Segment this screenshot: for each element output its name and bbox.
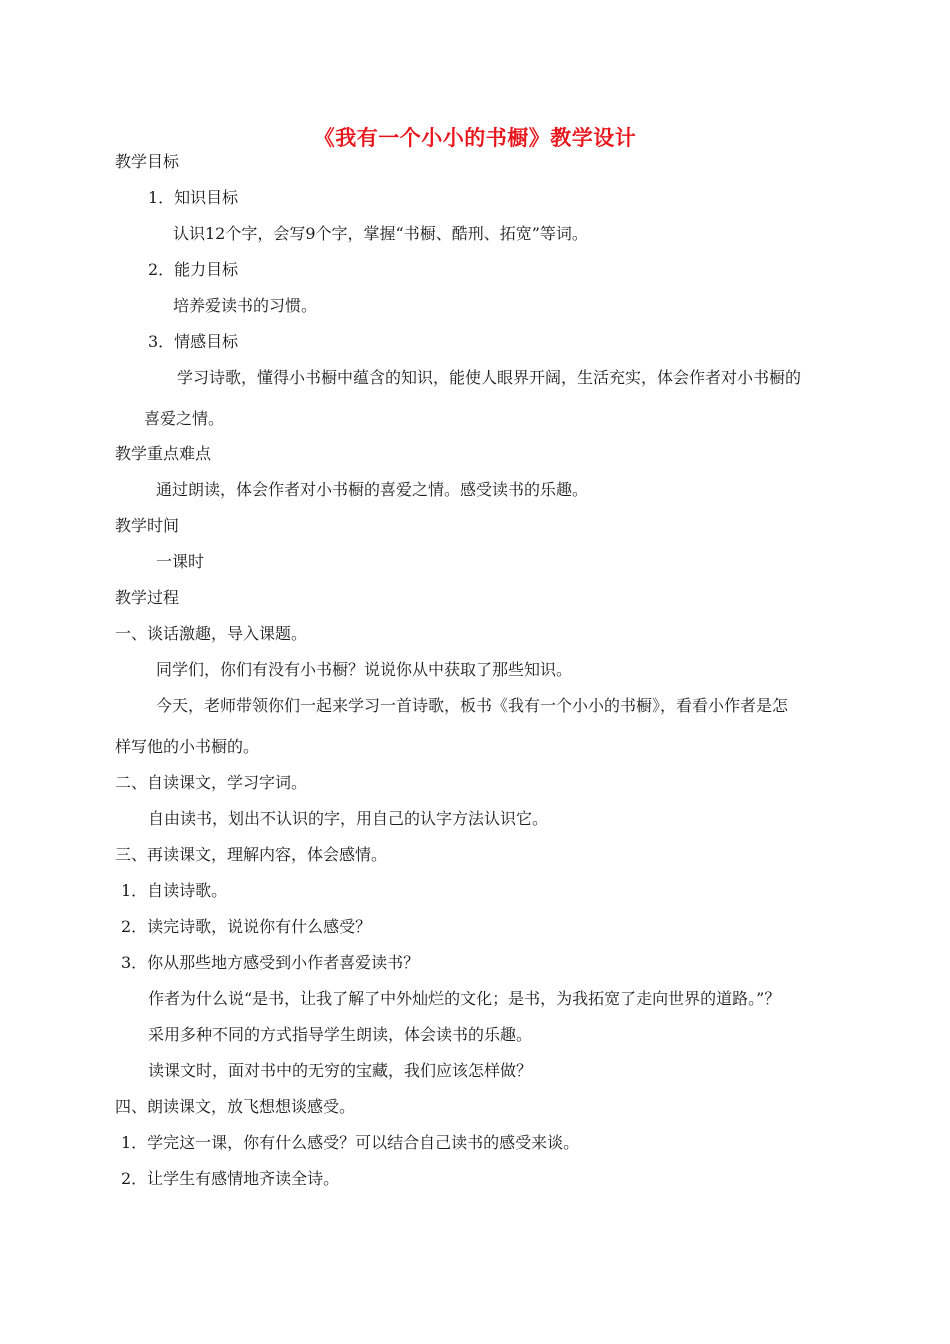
document-title: 《我有一个小小的书橱》教学设计 bbox=[313, 125, 637, 150]
step-one-paragraph-2-line2: 样写他的小书橱的。 bbox=[115, 737, 260, 756]
step-four-heading: 四、朗读课文，放飞想想谈感受。 bbox=[115, 1097, 356, 1116]
step-four-item-2: 2．让学生有感情地齐读全诗。 bbox=[121, 1169, 340, 1188]
paragraph-emotion-goal-line1: 学习诗歌，懂得小书橱中蕴含的知识，能使人眼界开阔，生活充实，体会作者对小书橱的 bbox=[177, 368, 802, 387]
step-one-heading: 一、谈话激趣，导入课题。 bbox=[115, 624, 308, 643]
step-three-item-3: 3．你从那些地方感受到小作者喜爱读书？ bbox=[121, 953, 420, 972]
heading-key-points: 教学重点难点 bbox=[115, 444, 212, 463]
step-three-heading: 三、再读课文，理解内容，体会感情。 bbox=[115, 845, 388, 864]
subheading-knowledge-goal: 1．知识目标 bbox=[148, 188, 239, 207]
paragraph-teaching-time: 一课时 bbox=[156, 552, 205, 571]
paragraph-knowledge-goal: 认识12个字，会写9个字，掌握“书橱、酷刑、拓宽”等词。 bbox=[173, 224, 588, 243]
paragraph-ability-goal: 培养爱读书的习惯。 bbox=[173, 296, 318, 315]
heading-teaching-time: 教学时间 bbox=[115, 516, 180, 535]
step-three-paragraph-1: 作者为什么说“是书，让我了解了中外灿烂的文化；是书，为我拓宽了走向世界的道路。”？ bbox=[148, 989, 781, 1008]
paragraph-emotion-goal-line2: 喜爱之情。 bbox=[144, 409, 225, 428]
step-three-paragraph-3: 读课文时，面对书中的无穷的宝藏，我们应该怎样做？ bbox=[148, 1061, 533, 1080]
subheading-ability-goal: 2．能力目标 bbox=[148, 260, 239, 279]
paragraph-key-points: 通过朗读，体会作者对小书橱的喜爱之情。感受读书的乐趣。 bbox=[156, 480, 589, 499]
heading-teaching-goals: 教学目标 bbox=[115, 152, 180, 171]
step-three-paragraph-2: 采用多种不同的方式指导学生朗读，体会读书的乐趣。 bbox=[148, 1025, 533, 1044]
subheading-emotion-goal: 3．情感目标 bbox=[148, 332, 239, 351]
heading-teaching-process: 教学过程 bbox=[115, 588, 180, 607]
step-three-item-2: 2．读完诗歌，说说你有什么感受？ bbox=[121, 917, 372, 936]
step-four-item-1: 1．学完这一课，你有什么感受？可以结合自己读书的感受来谈。 bbox=[121, 1133, 580, 1152]
step-three-item-1: 1．自读诗歌。 bbox=[121, 881, 228, 900]
step-two-paragraph: 自由读书，划出不认识的字，用自己的认字方法认识它。 bbox=[148, 809, 549, 828]
step-one-paragraph-2-line1: 今天，老师带领你们一起来学习一首诗歌，板书《我有一个小小的书橱》，看看小作者是怎 bbox=[156, 696, 789, 715]
step-one-paragraph-1: 同学们，你们有没有小书橱？说说你从中获取了那些知识。 bbox=[156, 660, 573, 679]
step-two-heading: 二、自读课文，学习字词。 bbox=[115, 773, 308, 792]
